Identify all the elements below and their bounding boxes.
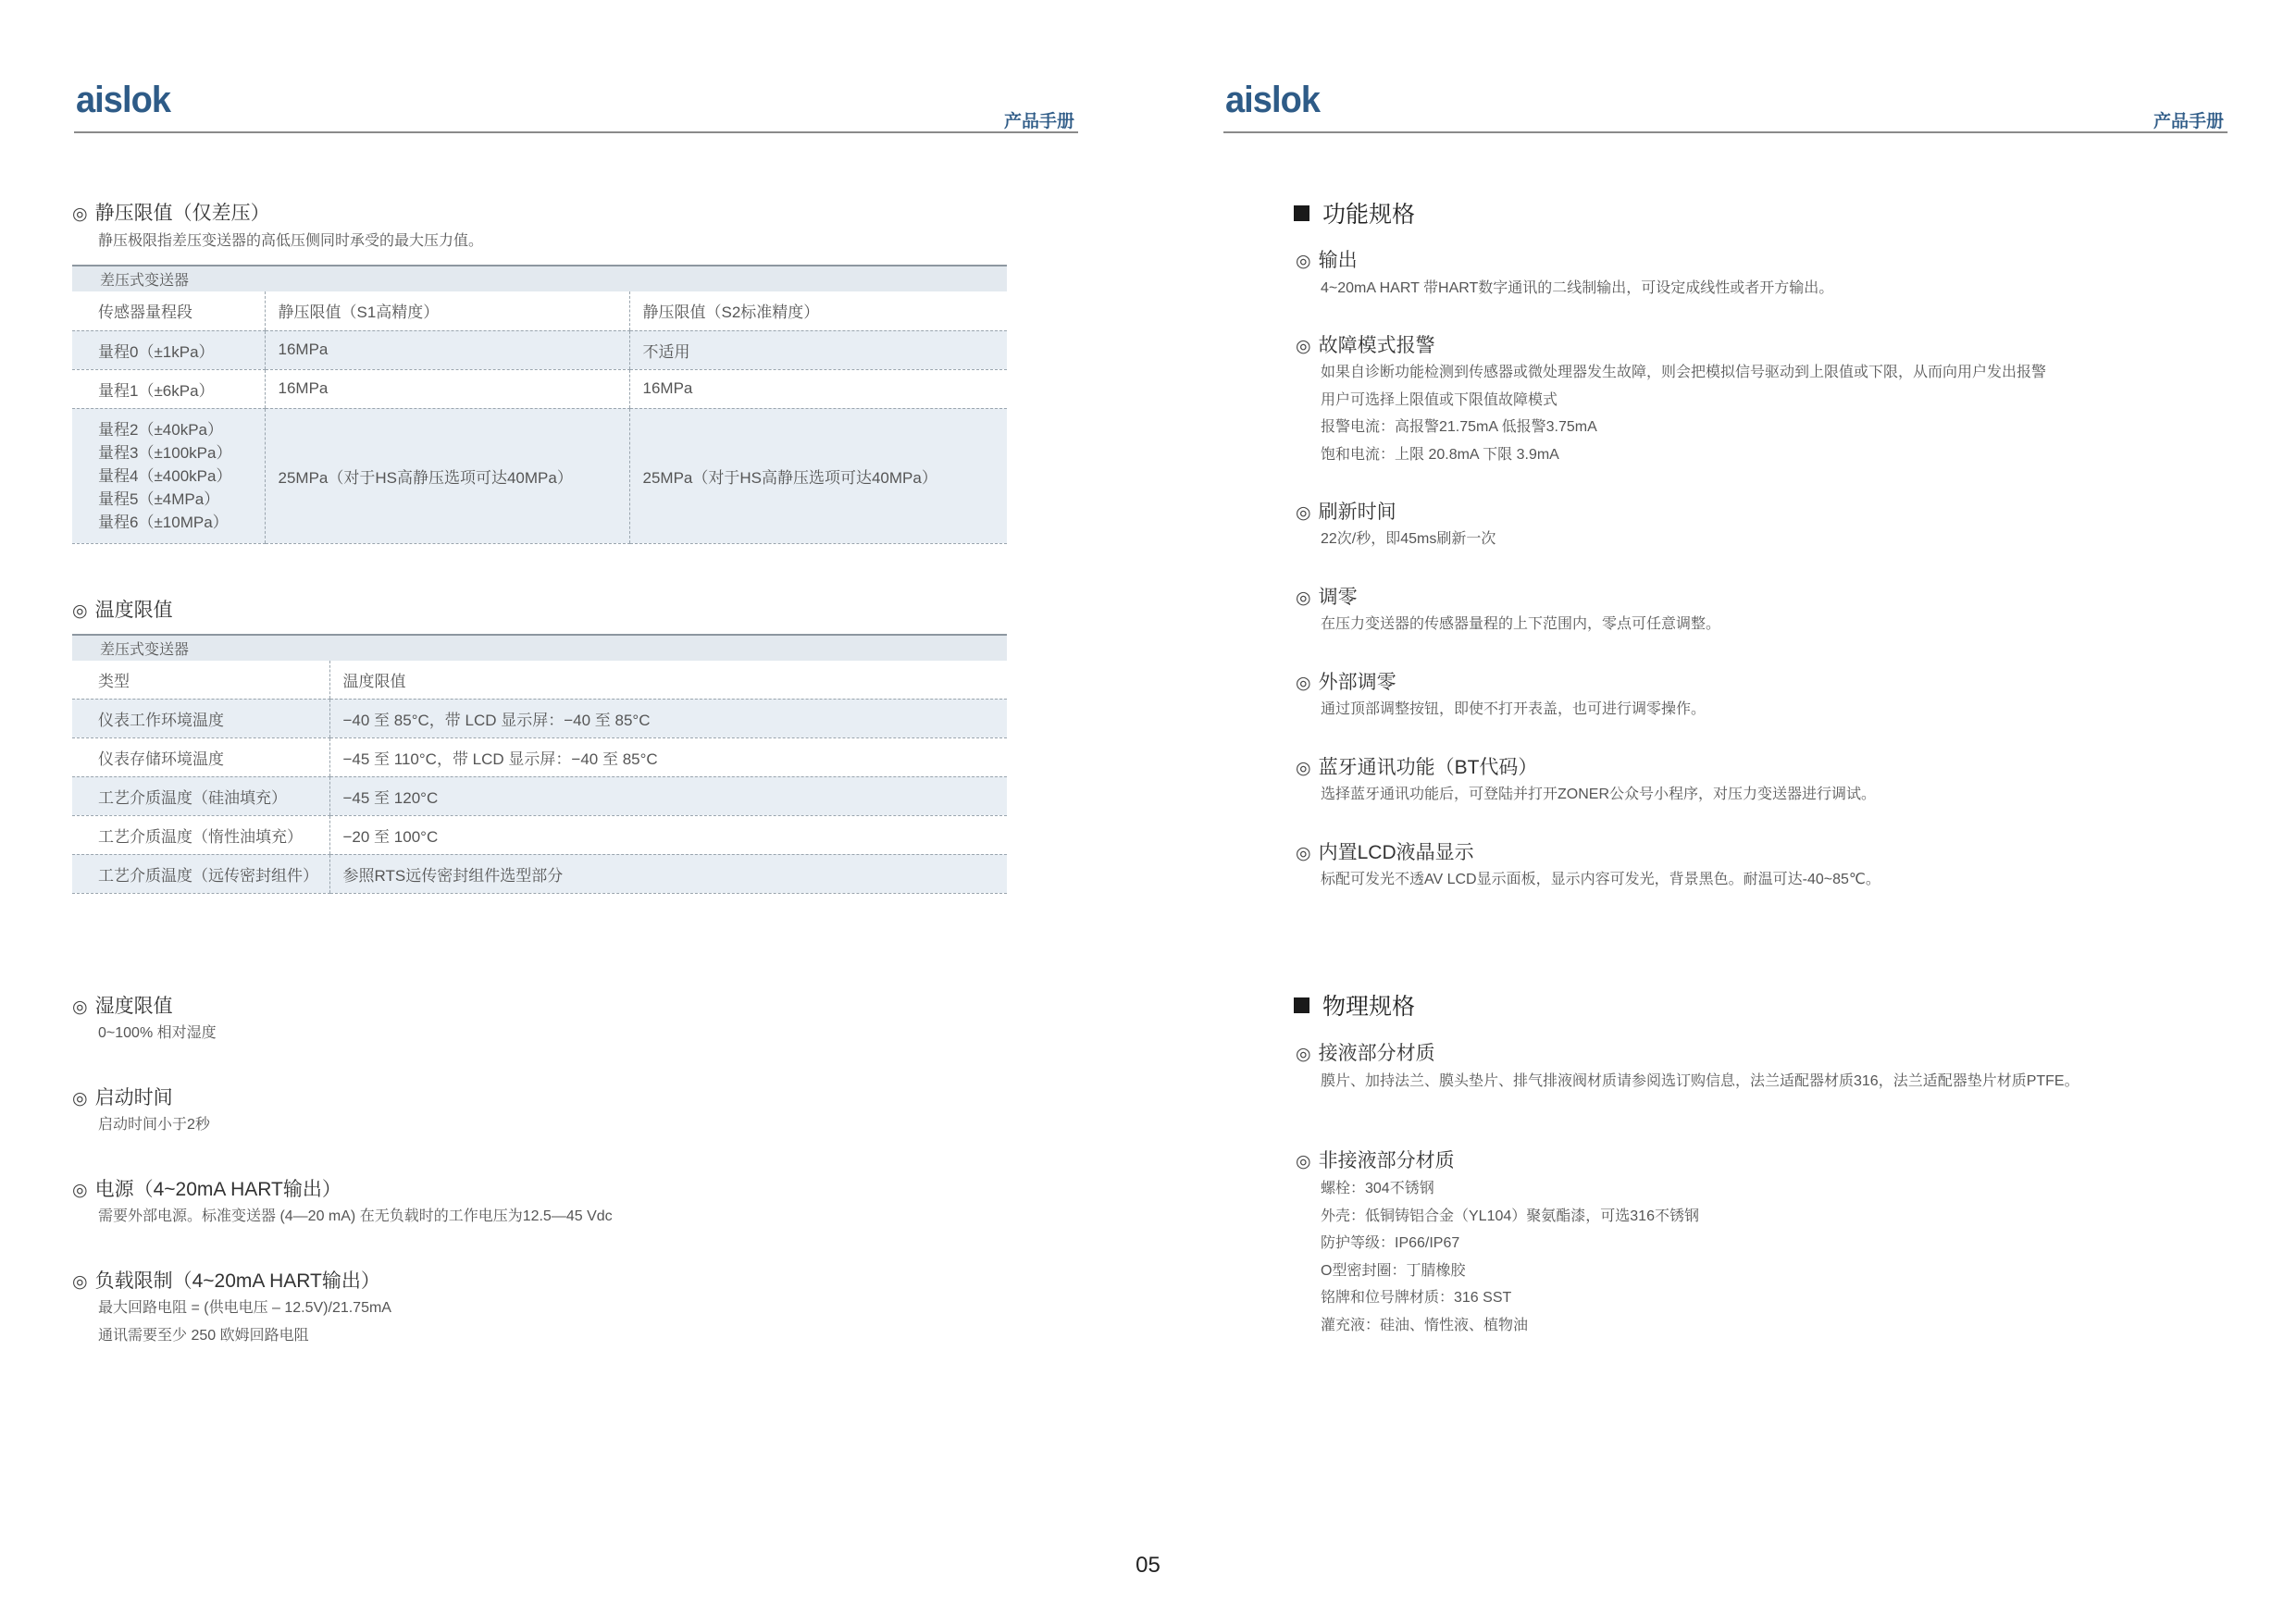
table-cell: 25MPa（对于HS高静压选项可达40MPa） <box>629 408 1007 543</box>
wetted-desc: 膜片、加持法兰、膜头垫片、排气排液阀材质请参阅选订购信息，法兰适配器材质316，法兰适配器垫片材质PTFE。 <box>1321 1073 2079 1089</box>
table-caption-row <box>72 635 1007 661</box>
temperature-title: ◎ 温度限值 <box>72 600 173 621</box>
static-pressure-title: ◎ 静压限值（仅差压） <box>72 203 270 224</box>
temperature-table <box>72 634 1007 894</box>
table-row <box>72 699 1007 737</box>
table-cell: 16MPa <box>265 330 629 369</box>
startup-title: ◎ 启动时间 <box>72 1087 173 1109</box>
power-desc: 需要外部电源。标准变送器 (4—20 mA) 在无负载时的工作电压为12.5—45 Vdc <box>98 1208 613 1224</box>
circle-bullet-icon: ◎ <box>72 1089 88 1109</box>
bluetooth-title: ◎ 蓝牙通讯功能（BT代码） <box>1296 757 1538 778</box>
zero-desc: 在压力变送器的传感器量程的上下范围内，零点可任意调整。 <box>1321 616 1721 632</box>
header-divider <box>1223 131 2228 133</box>
load-desc: 最大回路电阻 = (供电电压 – 12.5V)/21.75mA 通讯需要至少 250 欧姆回路电阻 <box>98 1300 391 1344</box>
circle-bullet-icon: ◎ <box>1296 1152 1311 1171</box>
table-cell: 工艺介质温度（硅油填充） <box>72 776 329 815</box>
page-header <box>1223 80 2228 135</box>
fault-title: ◎ 故障模式报警 <box>1296 335 1435 356</box>
table-cell: 参照RTS远传密封组件选型部分 <box>329 854 1007 893</box>
circle-bullet-icon: ◎ <box>1296 759 1311 778</box>
square-bullet-icon <box>1294 997 1309 1013</box>
table-row <box>72 737 1007 776</box>
manual-label: 产品手册 <box>2153 112 2224 131</box>
output-desc: 4~20mA HART 带HART数字通讯的二线制输出，可设定成线性或者开方输出。 <box>1321 280 1834 296</box>
table-cell: 量程0（±1kPa） <box>72 330 265 369</box>
circle-bullet-icon: ◎ <box>72 1272 88 1292</box>
non-wetted-title: ◎ 非接液部分材质 <box>1296 1150 1455 1171</box>
square-bullet-icon <box>1294 205 1309 221</box>
circle-bullet-icon: ◎ <box>1296 674 1311 693</box>
table-cell: 仪表存储环境温度 <box>72 737 329 776</box>
table-cell: 16MPa <box>265 369 629 408</box>
page-number: 05 <box>1136 1553 1160 1578</box>
ext-zero-title: ◎ 外部调零 <box>1296 672 1396 693</box>
table-caption: 差压式变送器 <box>72 266 1007 291</box>
table-cell: 不适用 <box>629 330 1007 369</box>
page-header <box>74 80 1078 135</box>
table-cell: 工艺介质温度（惰性油填充） <box>72 815 329 854</box>
table-cell: 工艺介质温度（远传密封组件） <box>72 854 329 893</box>
manual-label: 产品手册 <box>1003 112 1074 131</box>
circle-bullet-icon: ◎ <box>1296 252 1311 271</box>
table-cell: 量程2（±40kPa） 量程3（±100kPa） 量程4（±400kPa） 量程5（±4MPa） 量程6（±10MPa） <box>72 408 265 543</box>
table-cell: 仪表工作环境温度 <box>72 699 329 737</box>
lcd-title: ◎ 内置LCD液晶显示 <box>1296 842 1474 863</box>
right-page <box>1148 0 2296 1623</box>
table-caption: 差压式变送器 <box>72 635 1007 661</box>
startup-desc: 启动时间小于2秒 <box>98 1117 210 1133</box>
functional-spec-heading: 功能规格 <box>1294 196 1415 229</box>
brand-logo: aislok <box>76 80 171 120</box>
table-row <box>72 408 1007 543</box>
column-header: 温度限值 <box>329 661 1007 699</box>
static-pressure-desc: 静压极限指差压变送器的高低压侧同时承受的最大压力值。 <box>98 233 484 249</box>
circle-bullet-icon: ◎ <box>1296 588 1311 608</box>
table-row <box>72 776 1007 815</box>
lcd-desc: 标配可发光不透AV LCD显示面板，显示内容可发光，背景黑色。耐温可达-40~85℃。 <box>1321 872 1880 887</box>
table-cell: −45 至 120°C <box>329 776 1007 815</box>
fault-desc: 如果自诊断功能检测到传感器或微处理器发生故障，则会把模拟信号驱动到上限值或下限，从而向用户发出报警 用户可选择上限值或下限值故障模式 报警电流：高报警21.75mA 低报警3.75mA 饱和电流：上限 20.8mA 下限 3.9mA <box>1321 365 2047 463</box>
table-row <box>72 815 1007 854</box>
refresh-desc: 22次/秒，即45ms刷新一次 <box>1321 531 1496 547</box>
circle-bullet-icon: ◎ <box>1296 337 1311 356</box>
circle-bullet-icon: ◎ <box>72 601 88 621</box>
table-cell: 16MPa <box>629 369 1007 408</box>
table-header-row <box>72 291 1007 330</box>
ext-zero-desc: 通过顶部调整按钮，即使不打开表盖，也可进行调零操作。 <box>1321 701 1706 717</box>
table-row <box>72 369 1007 408</box>
static-pressure-table <box>72 265 1007 544</box>
column-header: 静压限值（S2标准精度） <box>629 291 1007 330</box>
column-header: 传感器量程段 <box>72 291 265 330</box>
refresh-title: ◎ 刷新时间 <box>1296 502 1396 523</box>
table-cell: −20 至 100°C <box>329 815 1007 854</box>
wetted-title: ◎ 接液部分材质 <box>1296 1043 1435 1064</box>
zero-title: ◎ 调零 <box>1296 587 1358 608</box>
circle-bullet-icon: ◎ <box>72 204 88 224</box>
humidity-desc: 0~100% 相对湿度 <box>98 1025 217 1041</box>
circle-bullet-icon: ◎ <box>1296 844 1311 863</box>
humidity-title: ◎ 湿度限值 <box>72 996 173 1017</box>
table-cell: 25MPa（对于HS高静压选项可达40MPa） <box>265 408 629 543</box>
circle-bullet-icon: ◎ <box>72 997 88 1017</box>
table-header-row <box>72 661 1007 699</box>
power-title: ◎ 电源（4~20mA HART输出） <box>72 1179 341 1200</box>
table-row <box>72 330 1007 369</box>
circle-bullet-icon: ◎ <box>1296 503 1311 523</box>
table-row <box>72 854 1007 893</box>
load-title: ◎ 负载限制（4~20mA HART输出） <box>72 1270 380 1292</box>
physical-spec-heading: 物理规格 <box>1294 988 1415 1022</box>
circle-bullet-icon: ◎ <box>1296 1045 1311 1064</box>
output-title: ◎ 输出 <box>1296 250 1358 271</box>
non-wetted-desc: 螺栓：304不锈钢 外壳：低铜铸铝合金（YL104）聚氨酯漆，可选316不锈钢 防护等级：IP66/IP67 O型密封圈：丁腈橡胶 铭牌和位号牌材质：316 SST 灌充液：硅油、惰性液、植物油 <box>1321 1181 1699 1333</box>
table-cell: 量程1（±6kPa） <box>72 369 265 408</box>
bluetooth-desc: 选择蓝牙通讯功能后，可登陆并打开ZONER公众号小程序，对压力变送器进行调试。 <box>1321 787 1877 802</box>
brand-logo: aislok <box>1225 80 1321 120</box>
table-caption-row <box>72 266 1007 291</box>
table-cell: −40 至 85°C，带 LCD 显示屏：−40 至 85°C <box>329 699 1007 737</box>
table-cell: −45 至 110°C，带 LCD 显示屏：−40 至 85°C <box>329 737 1007 776</box>
circle-bullet-icon: ◎ <box>72 1181 88 1200</box>
column-header: 类型 <box>72 661 329 699</box>
header-divider <box>74 131 1078 133</box>
column-header: 静压限值（S1高精度） <box>265 291 629 330</box>
